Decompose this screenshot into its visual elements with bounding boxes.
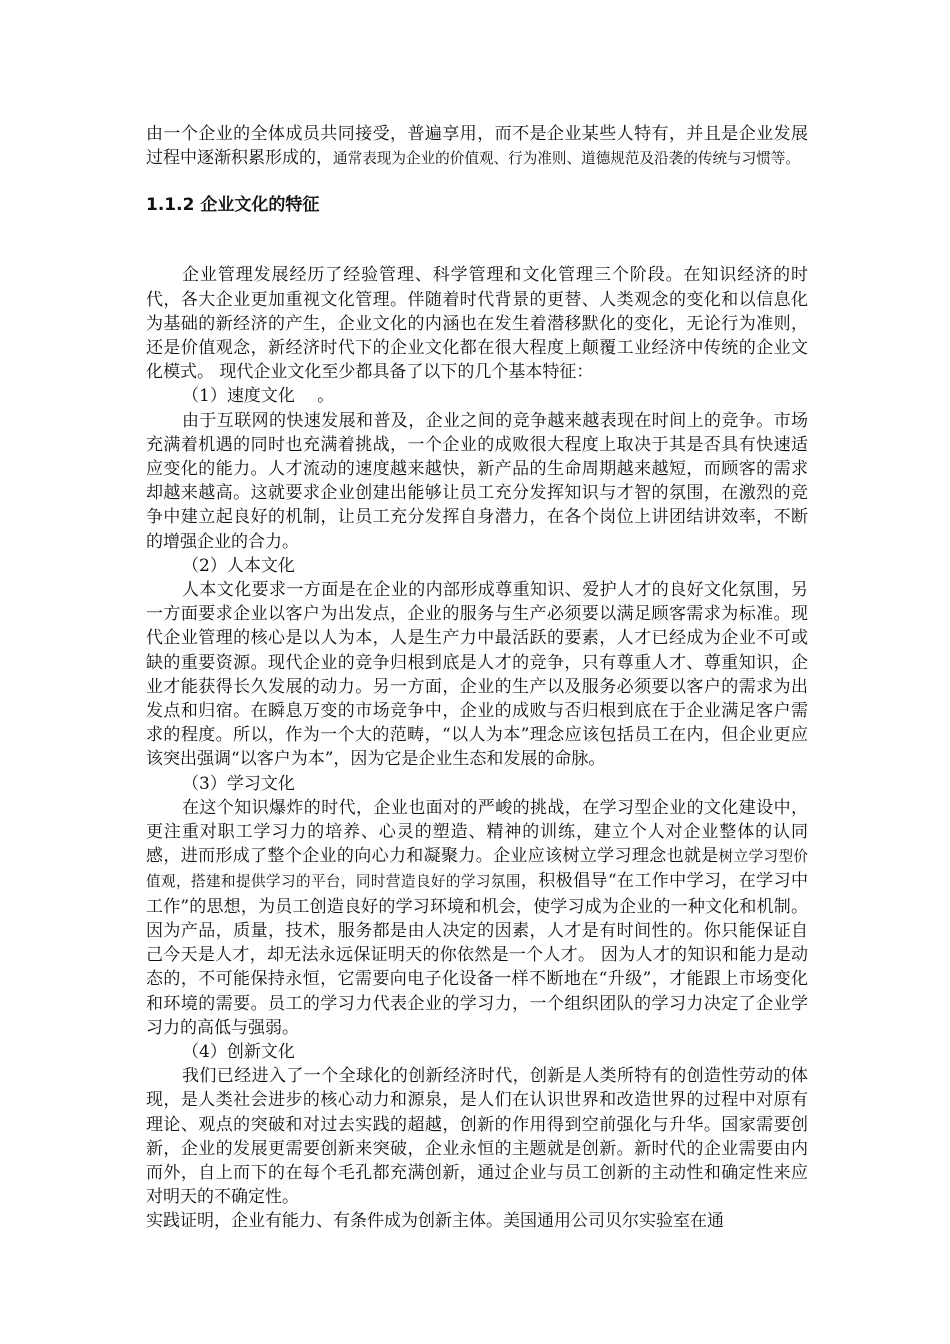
item-body-speed: 由于互联网的快速发展和普及，企业之间的竞争越来越表现在时间上的竞争。市场充满着机遇的同时也充满着挑战，一个企业的成败很大程度上取决于其是否具有快速适应变化的能力。人才流动的速度越来越快，新产品的生命周期越来越短，而顾客的需求却越来越高。这就要求企业创建出能够让员工充分发挥知识与才智的氛围，在激烈的竞争中建立起良好的机制，让员工充分发挥自身潜力，在各个岗位上讲团结讲效率，不断的增强企业的合力。 bbox=[146, 410, 808, 552]
item-heading-people: （2）人本文化 bbox=[182, 555, 295, 576]
document-body bbox=[146, 122, 808, 1234]
item-heading-learning: （3）学习文化 bbox=[182, 773, 295, 794]
intro-line-2b: 通常表现为企业的价值观、行为准则、道德规范及沿袭的传统与习惯等。 bbox=[333, 150, 801, 168]
section-title: 1.1.2 企业文化的特征 bbox=[146, 195, 320, 216]
learning-text-a: 在这个知识爆炸的时代，企业也面对的严峻的挑战，在学习型企业的文化建设中，更注重对职工学习力的培养、心灵的塑造、精神的训练，建立个人对企业整体的认同感，进而形成了整个企业的向心力和凝聚力。企业应该树立学习理念也就是 bbox=[146, 797, 808, 867]
closing-paragraph: 实践证明，企业有能力、有条件成为创新主体。美国通用公司贝尔实验室在通 bbox=[146, 1211, 724, 1232]
item-heading-innovation: （4）创新文化 bbox=[182, 1041, 295, 1062]
item-body-learning bbox=[146, 796, 808, 1040]
learning-text-b: 树立学习型价值观，搭建和提供学习的平台，同时营造良好的学习氛围 bbox=[146, 848, 808, 891]
overview-paragraph: 企业管理发展经历了经验管理、科学管理和文化管理三个阶段。在知识经济的时代，各大企业更加重视文化管理。伴随着时代背景的更替、人类观念的变化和以信息化为基础的新经济的产生，企业文化的内涵也在发生着潜移默化的变化，无论行为准则，还是价值观念，新经济时代下的企业文化都在很大程度上颠覆工业经济中传统的企业文化模式。 现代企业文化至少都具备了以下的几个基本特征： bbox=[146, 265, 808, 383]
learning-text-c: ，积极倡导“在工作中学习，在学习中工作”的思想，为员工创造良好的学习环境和机会，使学习成为企业的一种文化和机制。因为产品，质量，技术，服务都是由人决定的因素，人才是有时间性的。你只能保证自己今天是人才，却无法永远保证明天的你依然是一个人才。 因为人才的知识和能力是动态的，不可能保持永恒，它需要向电子化设备一样不断地在“升级”，才能跟上市场变化和环境的需要。员工的学习力代表企业的学习力，一个组织团队的学习力决定了企业学习力的高低与强弱。 bbox=[146, 871, 808, 1038]
intro-line-2a: 企业发展过程中逐渐积累形成的， bbox=[146, 124, 809, 169]
intro-paragraph bbox=[146, 122, 808, 171]
intro-line-1: 由一个企业的全体成员共同接受，普遍享用，而不是企业某些人特有，并且是 bbox=[146, 124, 739, 144]
item-body-people: 人本文化要求一方面是在企业的内部形成尊重知识、爱护人才的良好文化氛围，另一方面要求企业以客户为出发点，企业的服务与生产必须要以满足顾客需求为标准。现代企业管理的核心是以人为本，人是生产力中最活跃的要素，人才已经成为企业不可或缺的重要资源。现代企业的竞争归根到底是人才的竞争，只有尊重人才、尊重知识，企业才能获得长久发展的动力。另一方面，企业的生产以及服务必须要以客户的需求为出发点和归宿。在瞬息万变的市场竞争中，企业的成败与否归根到底在于企业满足客户需求的程度。所以，作为一个大的范畴，“以人为本”理念应该包括员工在内，但企业更应该突出强调“以客户为本”，因为它是企业生态和发展的命脉。 bbox=[146, 580, 808, 770]
item-body-innovation: 我们已经进入了一个全球化的创新经济时代，创新是人类所特有的创造性劳动的体现，是人类社会进步的核心动力和源泉，是人们在认识世界和改造世界的过程中对原有理论、观点的突破和对过去实践的超越，创新的作用得到空前强化与升华。国家需要创新，企业的发展更需要创新来突破，企业永恒的主题就是创新。新时代的企业需要由内而外，自上而下的在每个毛孔都充满创新，通过企业与员工创新的主动性和确定性来应对明天的不确定性。 bbox=[146, 1066, 808, 1208]
item-heading-speed: （1）速度文化 。 bbox=[182, 386, 335, 407]
